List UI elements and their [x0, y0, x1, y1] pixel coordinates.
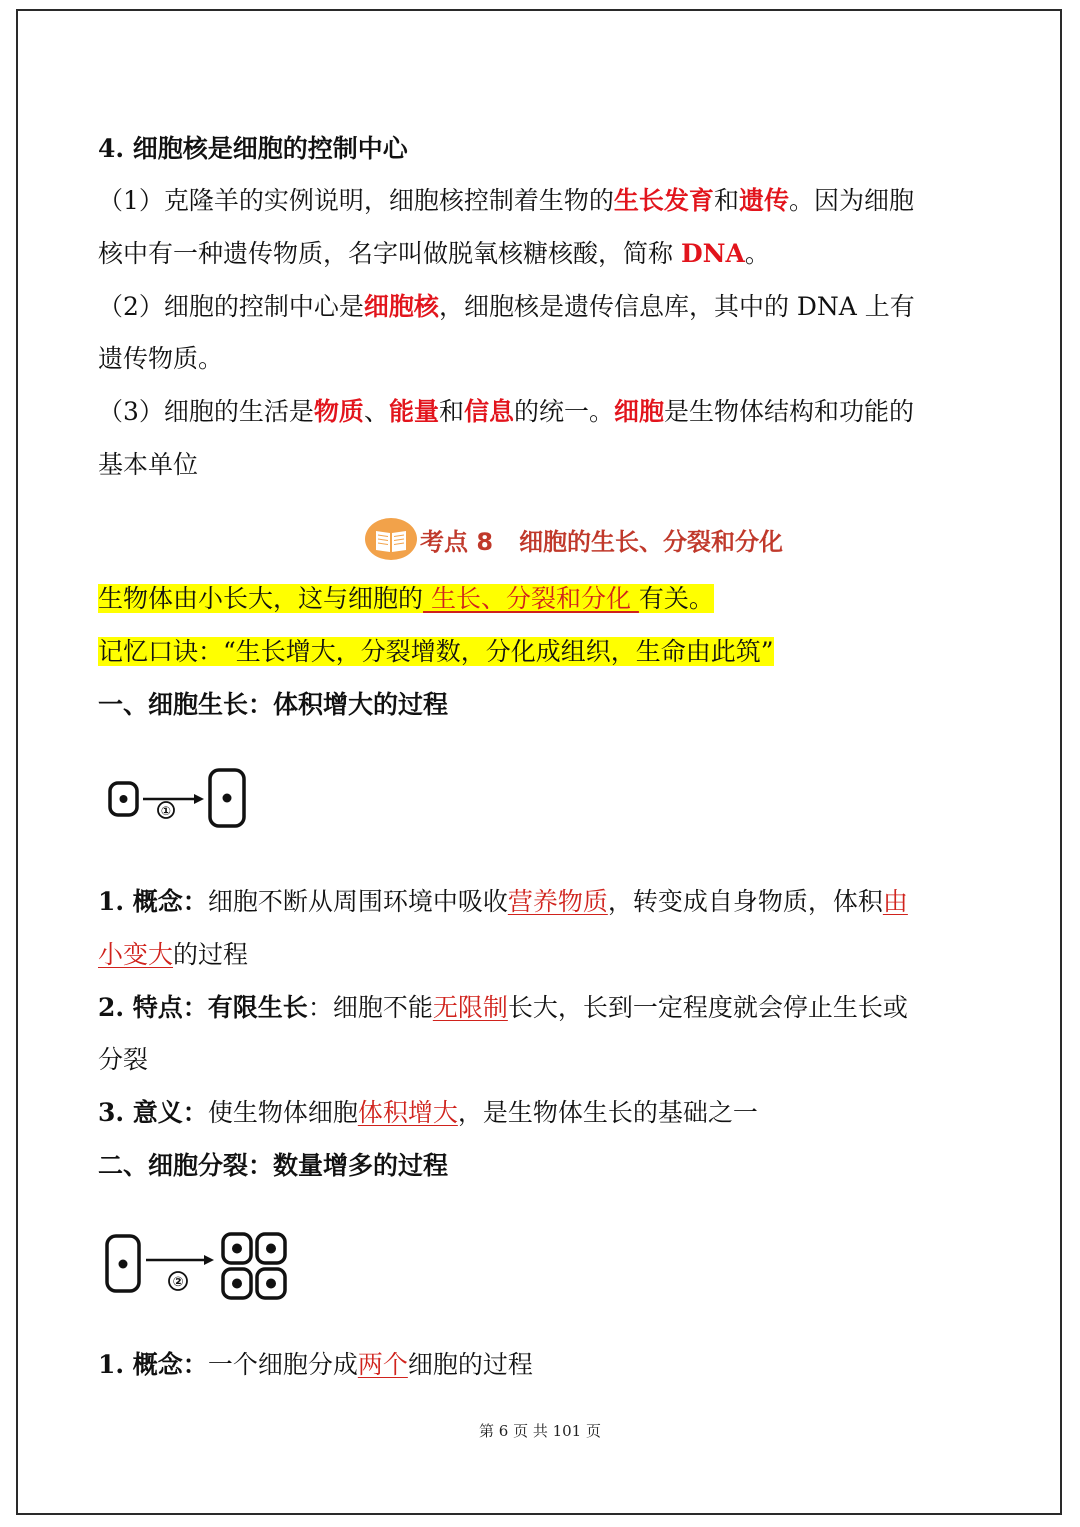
text: 使生物体细胞	[207, 1098, 358, 1127]
text: 细胞不断从周围环境中吸收	[207, 887, 508, 916]
step-marker: ②	[172, 1275, 184, 1290]
division-heading: 二、细胞分裂：数量增多的过程	[98, 1151, 449, 1180]
section-heading: 4. 细胞核是细胞的控制中心	[98, 134, 408, 163]
paragraph-line	[98, 1350, 533, 1380]
key-term: 生长发育	[613, 186, 714, 215]
text: 细胞的过程	[407, 1350, 533, 1379]
text: 和	[438, 397, 464, 426]
paragraph-line	[98, 292, 915, 322]
open-book-icon	[364, 517, 418, 561]
cell-division-diagram	[98, 1200, 296, 1330]
paragraph-line: 分裂	[98, 1045, 149, 1074]
key-term: 遗传	[738, 186, 789, 215]
text: 和	[713, 186, 739, 215]
key-term: DNA	[680, 239, 745, 268]
highlight-line	[98, 584, 714, 614]
key-term: 细胞	[614, 397, 665, 426]
text: 长大，长到一定程度就会停止生长或	[507, 993, 908, 1022]
paragraph-line: 基本单位	[98, 450, 199, 479]
paragraph-line: 遗传物质。	[98, 344, 224, 373]
item-label: 1. 概念：	[98, 1350, 208, 1379]
key-term: 物质	[313, 397, 364, 426]
step-marker: ①	[160, 804, 172, 818]
growth-heading: 一、细胞生长：体积增大的过程	[98, 690, 449, 719]
item-label: 1. 概念：	[98, 887, 208, 916]
fill-in-answer: 小变大	[98, 940, 174, 969]
topic-title: 细胞的生长、分裂和分化	[519, 527, 784, 556]
text: 。	[744, 239, 770, 268]
fill-in-answer: 生长、分裂和分化	[423, 584, 639, 613]
text: 的过程	[173, 940, 249, 969]
cell-growth-diagram	[98, 740, 253, 865]
item-label: 3. 意义：	[98, 1098, 208, 1127]
text: ，细胞核是遗传信息库，其中的 DNA 上有	[438, 292, 915, 321]
text: 、	[363, 397, 389, 426]
text: 是生物体结构和功能的	[664, 397, 915, 426]
item-label: 2. 特点：有限生长	[98, 993, 308, 1022]
topic-header	[364, 517, 783, 561]
text: 的统一。	[514, 397, 615, 426]
highlight-text	[98, 584, 714, 613]
text: 。因为细胞	[788, 186, 914, 215]
fill-in-answer: 由	[882, 887, 908, 916]
paragraph-line	[98, 940, 248, 970]
key-term: 能量	[388, 397, 439, 426]
text: 生物体由小长大，这与细胞的	[98, 584, 424, 613]
daughter-cells	[223, 1234, 285, 1298]
paragraph-line	[98, 239, 770, 269]
fill-in-answer: 体积增大	[357, 1098, 458, 1127]
fill-in-answer: 营养物质	[507, 887, 608, 916]
key-term: 信息	[463, 397, 514, 426]
text: 一个细胞分成	[207, 1350, 358, 1379]
topic-label: 考点 8	[420, 527, 494, 556]
text: （3）细胞的生活是	[98, 397, 314, 426]
text: 有关。	[638, 584, 714, 613]
fill-in-answer: 两个	[357, 1350, 408, 1379]
text: ，转变成自身物质，体积	[607, 887, 883, 916]
fill-in-answer: 无限制	[432, 993, 508, 1022]
key-term: 细胞核	[363, 292, 439, 321]
paragraph-line	[98, 993, 908, 1023]
highlight-text: 记忆口诀：“生长增大，分裂增数，分化成组织，生命由此筑”	[98, 637, 774, 666]
text: ：细胞不能	[307, 993, 433, 1022]
paragraph-line	[98, 887, 908, 917]
text: （2）细胞的控制中心是	[98, 292, 364, 321]
page-number: 第 6 页 共 101 页	[478, 1422, 601, 1440]
text: （1）克隆羊的实例说明，细胞核控制着生物的	[98, 186, 614, 215]
paragraph-line	[98, 397, 914, 427]
text: 核中有一种遗传物质，名字叫做脱氧核糖核酸，简称	[98, 239, 681, 268]
paragraph-line	[98, 1098, 758, 1128]
paragraph-line	[98, 186, 914, 216]
mnemonic-line	[98, 637, 774, 667]
text: ，是生物体生长的基础之一	[457, 1098, 758, 1127]
